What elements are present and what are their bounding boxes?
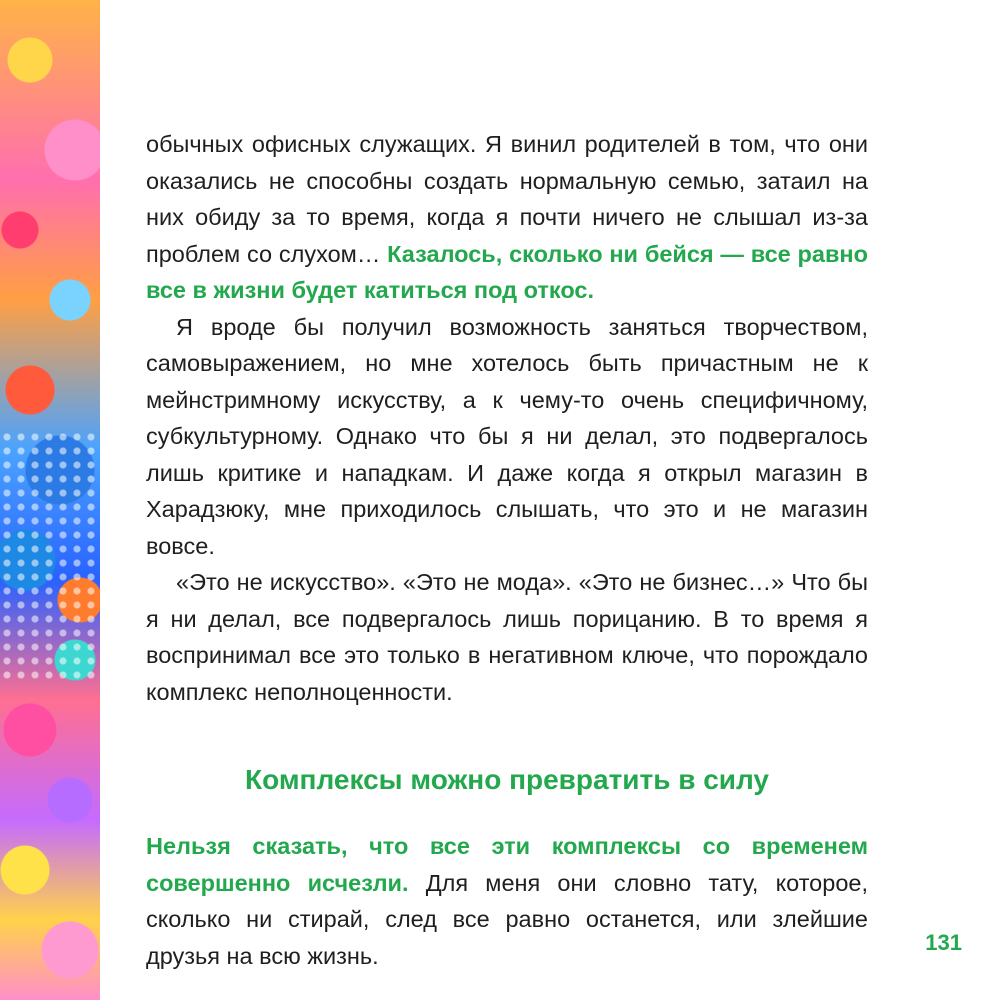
paragraph-1-text: обычных офисных служащих. Я винил родителей в том, что они оказались не способны создать нормальную семью, затаил на них обиду за то время, когда я почти ничего не слышал из-за проблем со слухом… bbox=[146, 131, 868, 267]
decorative-candy-strip bbox=[0, 0, 100, 1000]
page-text-column bbox=[146, 126, 868, 974]
paragraph-3: «Это не искусство». «Это не мода». «Это не бизнес…» Что бы я ни делал, все подвергалось лишь порицанию. В то время я воспринимал все это только в негативном ключе, что порождало комплекс неполноценности. bbox=[146, 569, 868, 705]
paragraph-2: Я вроде бы получил возможность заняться творчеством, самовыражением, но мне хотелось быть причастным не к мейнстримному искусству, а к чему-то очень специфичному, субкультурному. Однако что бы я ни делал, это подвергалось лишь критике и нападкам. И даже когда я открыл магазин в Харадзюку, мне приходилось слышать, что это и не магазин вовсе. bbox=[146, 313, 868, 559]
paragraph-4-text: Для меня они словно тату, которое, сколько ни стирай, след все равно останется, или злейшие друзья на всю жизнь. bbox=[146, 869, 868, 969]
paragraph-1-highlight: Казалось, сколько ни бейся — все равно все в жизни будет катиться под откос. bbox=[146, 240, 868, 303]
paragraph-4-highlight: Нельзя сказать, что все эти комплексы со временем совершенно исчезли. bbox=[146, 833, 868, 896]
paragraph-1 bbox=[146, 126, 868, 309]
polka-dot-pattern bbox=[0, 430, 100, 680]
page-number: 131 bbox=[925, 930, 962, 955]
paragraph-4 bbox=[146, 828, 868, 974]
section-heading: Комплексы можно превратить в силу bbox=[245, 764, 769, 795]
